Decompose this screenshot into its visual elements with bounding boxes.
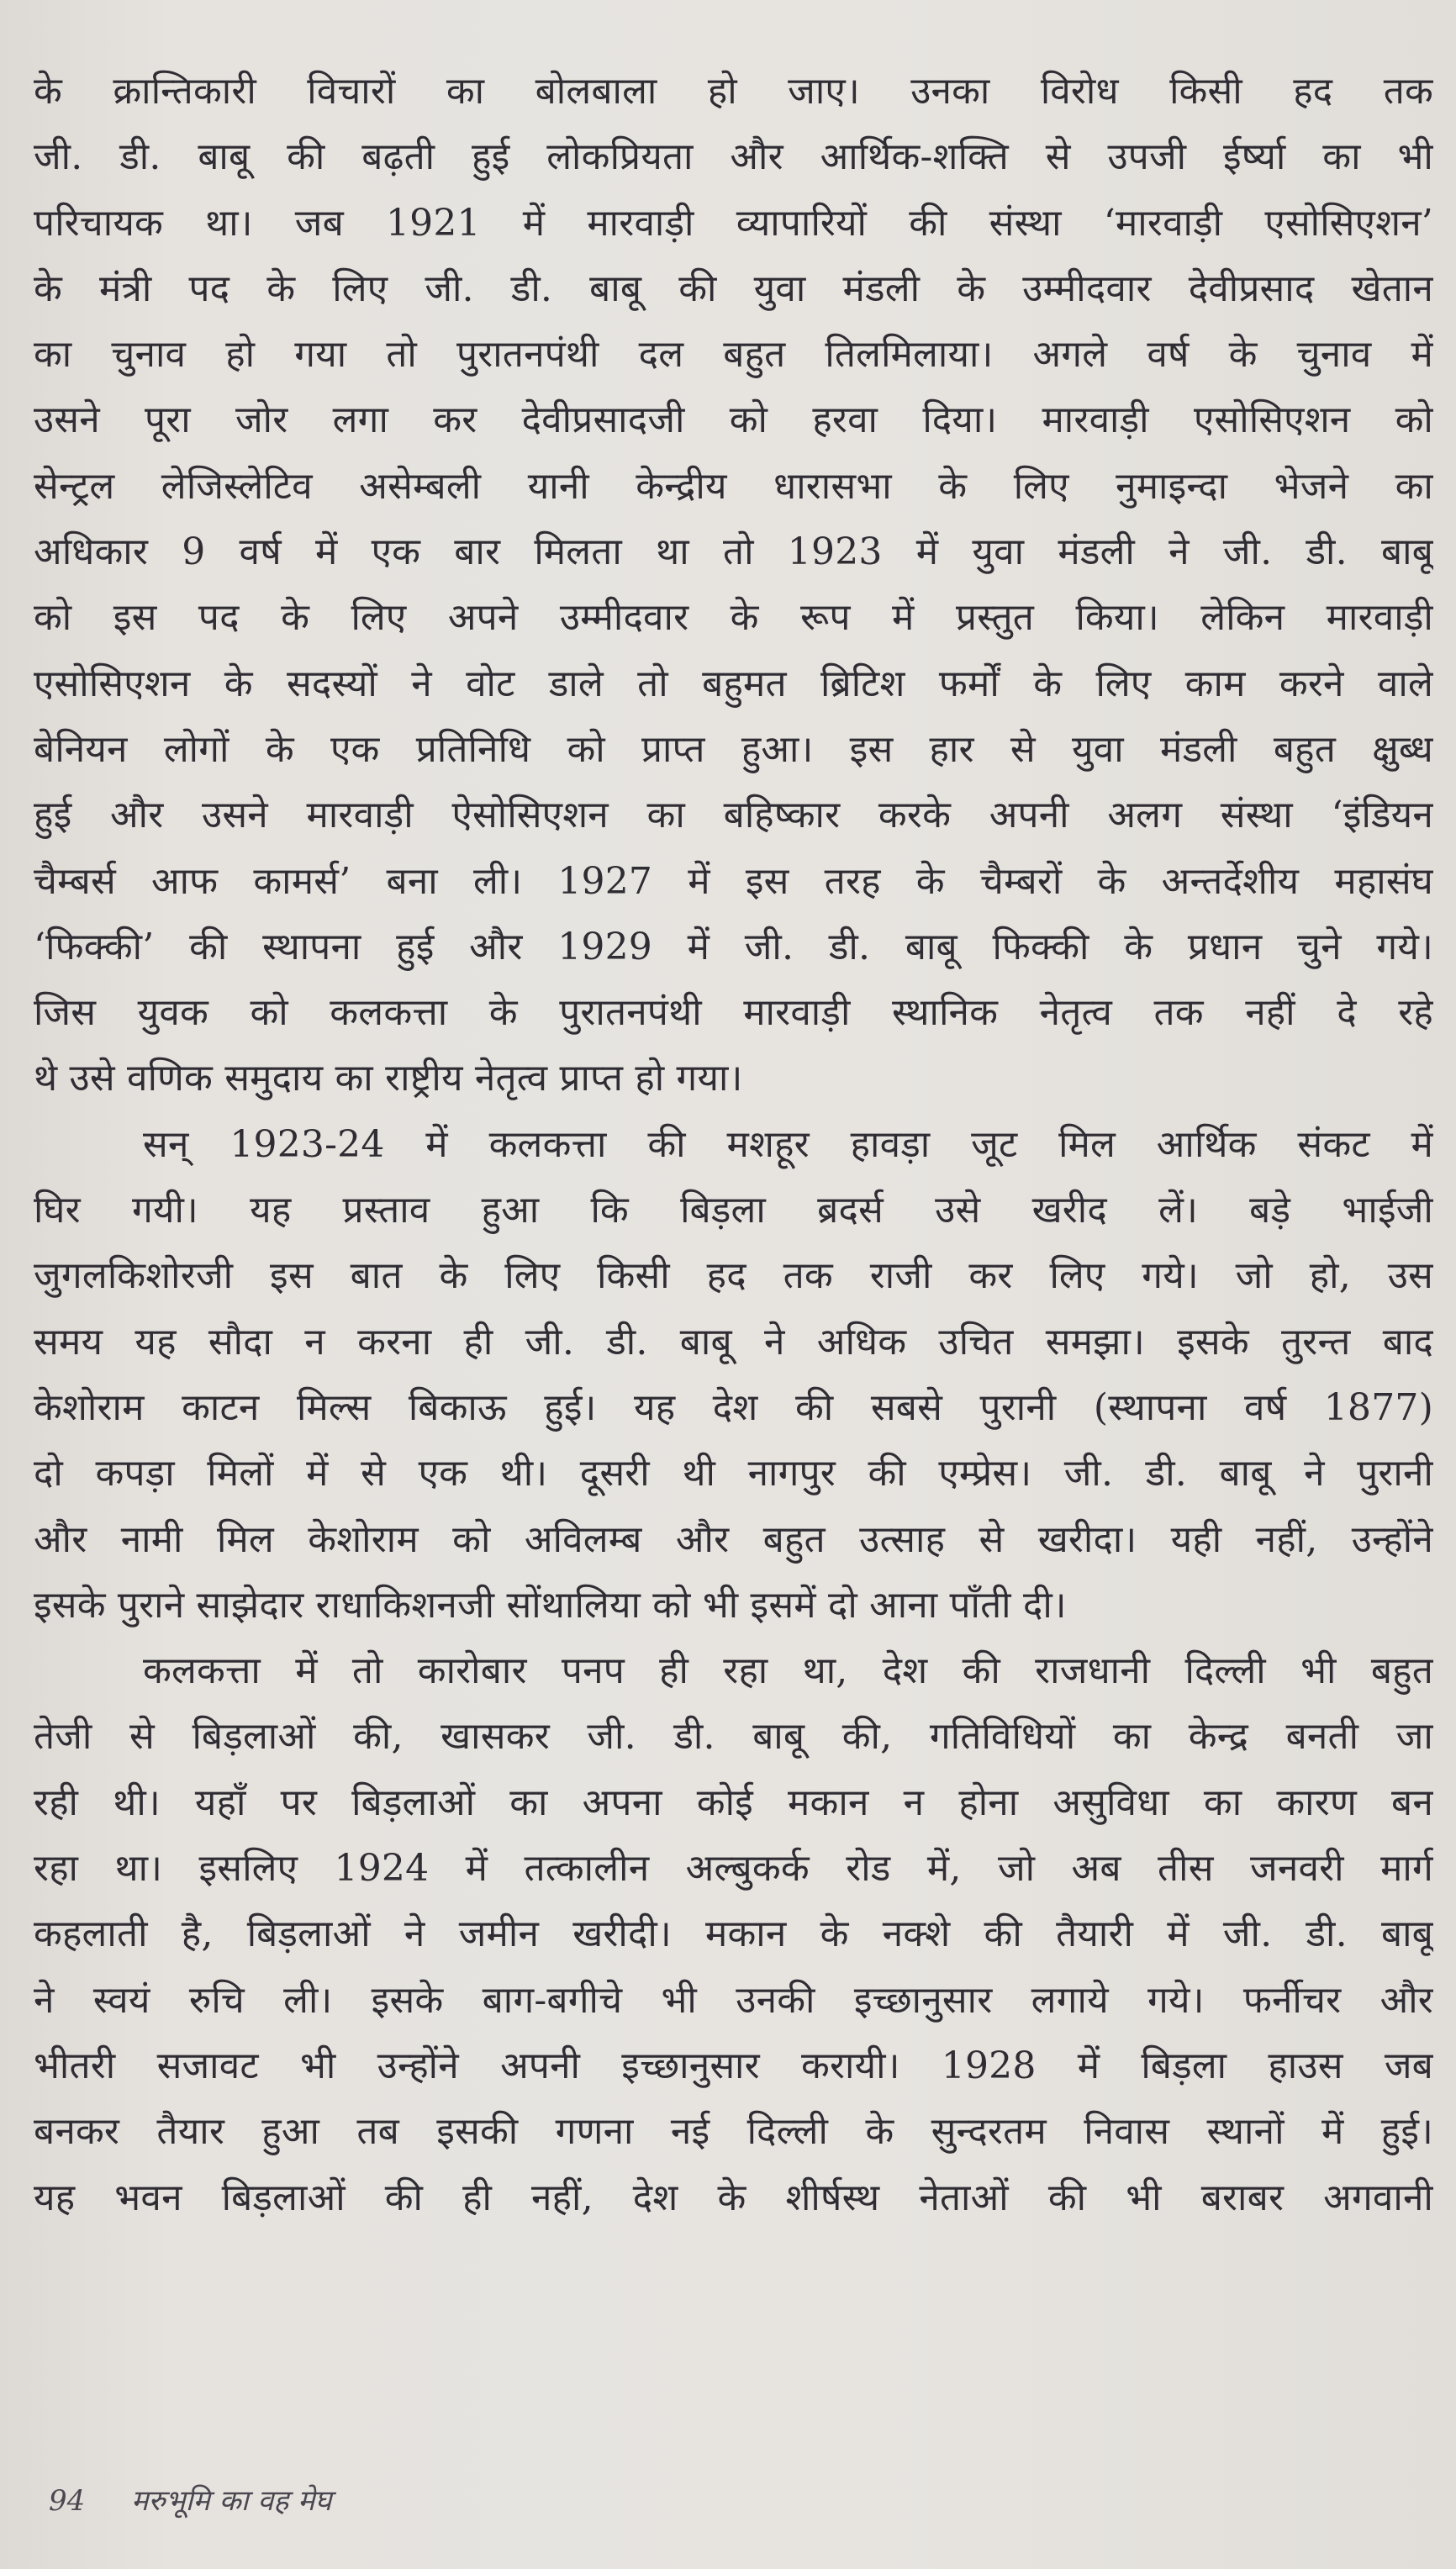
running-title: मरुभूमि का वह मेघ xyxy=(131,2484,332,2518)
text-line: कहलाती है, बिड़लाओं ने जमीन खरीदी। मकान के नक्शे की तैयारी में जी. डी. बाबू xyxy=(34,1912,1433,1956)
text-line: जिस युवक को कलकत्ता के पुरातनपंथी मारवाड़ी स्थानिक नेतृत्व तक नहीं दे रहे xyxy=(34,991,1433,1035)
text-line: केशोराम काटन मिल्स बिकाऊ हुई। यह देश की सबसे पुरानी (स्थापना वर्ष 1877) xyxy=(34,1385,1433,1429)
text-line: को इस पद के लिए अपने उम्मीदवार के रूप में प्रस्तुत किया। लेकिन मारवाड़ी xyxy=(34,596,1433,640)
text-line: उसने पूरा जोर लगा कर देवीप्रसादजी को हरवा दिया। मारवाड़ी एसोसिएशन को xyxy=(34,398,1433,442)
text-line: का चुनाव हो गया तो पुरातनपंथी दल बहुत तिलमिलाया। अगले वर्ष के चुनाव में xyxy=(34,333,1433,377)
text-line: जी. डी. बाबू की बढ़ती हुई लोकप्रियता और आर्थिक-शक्ति से उपजी ईर्ष्या का भी xyxy=(34,135,1433,179)
paragraph-start-line: सन् 1923-24 में कलकत्ता की मशहूर हावड़ा जूट मिल आर्थिक संकट में xyxy=(143,1122,1433,1166)
text-line: ‘फिक्की’ की स्थापना हुई और 1929 में जी. डी. बाबू फिक्की के प्रधान चुने गये। xyxy=(34,925,1433,968)
text-line: ने स्वयं रुचि ली। इसके बाग-बगीचे भी उनकी इच्छानुसार लगाये गये। फर्नीचर और xyxy=(34,1978,1433,2022)
text-line: भीतरी सजावट भी उन्होंने अपनी इच्छानुसार करायी। 1928 में बिड़ला हाउस जब xyxy=(34,2044,1433,2087)
page-footer xyxy=(49,2480,332,2519)
text-line: एसोसिएशन के सदस्यों ने वोट डाले तो बहुमत ब्रिटिश फर्मों के लिए काम करने वाले xyxy=(34,662,1433,705)
text-line: चैम्बर्स आफ कामर्स’ बना ली। 1927 में इस तरह के चैम्बरों के अन्तर्देशीय महासंघ xyxy=(34,859,1433,903)
text-line: और नामी मिल केशोराम को अविलम्ब और बहुत उत्साह से खरीदा। यही नहीं, उन्होंने xyxy=(34,1517,1433,1561)
text-line: समय यह सौदा न करना ही जी. डी. बाबू ने अधिक उचित समझा। इसके तुरन्त बाद xyxy=(34,1320,1433,1364)
text-line: जुगलकिशोरजी इस बात के लिए किसी हद तक राजी कर लिए गये। जो हो, उस xyxy=(34,1254,1433,1298)
text-line: बेनियन लोगों के एक प्रतिनिधि को प्राप्त हुआ। इस हार से युवा मंडली बहुत क्षुब्ध xyxy=(34,727,1433,771)
text-line: के क्रान्तिकारी विचारों का बोलबाला हो जाए। उनका विरोध किसी हद तक xyxy=(34,70,1433,113)
text-line: घिर गयी। यह प्रस्ताव हुआ कि बिड़ला ब्रदर्स उसे खरीद लें। बड़े भाईजी xyxy=(34,1189,1433,1232)
page-body-text xyxy=(34,59,1433,2231)
text-line: दो कपड़ा मिलों में से एक थी। दूसरी थी नागपुर की एम्प्रेस। जी. डी. बाबू ने पुरानी xyxy=(34,1452,1433,1496)
text-line: यह भवन बिड़लाओं की ही नहीं, देश के शीर्षस्थ नेताओं की भी बराबर अगवानी xyxy=(34,2176,1433,2219)
text-line: अधिकार 9 वर्ष में एक बार मिलता था तो 1923 में युवा मंडली ने जी. डी. बाबू xyxy=(34,530,1433,574)
text-line: परिचायक था। जब 1921 में मारवाड़ी व्यापारियों की संस्था ‘मारवाड़ी एसोसिएशन’ xyxy=(34,201,1433,245)
paragraph-end-line: थे उसे वणिक समुदाय का राष्ट्रीय नेतृत्व प्राप्त हो गया। xyxy=(34,1057,743,1100)
text-line: हुई और उसने मारवाड़ी ऐसोसिएशन का बहिष्कार करके अपनी अलग संस्था ‘इंडियन xyxy=(34,794,1433,837)
paragraph-end-line: इसके पुराने साझेदार राधाकिशनजी सोंथालिया को भी इसमें दो आना पाँती दी। xyxy=(34,1583,1067,1627)
text-line: के मंत्री पद के लिए जी. डी. बाबू की युवा मंडली के उम्मीदवार देवीप्रसाद खेतान xyxy=(34,266,1433,310)
page-number: 94 xyxy=(49,2484,86,2518)
text-line: रही थी। यहाँ पर बिड़लाओं का अपना कोई मकान न होना असुविधा का कारण बन xyxy=(34,1780,1433,1824)
paragraph-start-line: कलकत्ता में तो कारोबार पनप ही रहा था, देश की राजधानी दिल्ली भी बहुत xyxy=(143,1649,1433,1693)
text-line: बनकर तैयार हुआ तब इसकी गणना नई दिल्ली के सुन्दरतम निवास स्थानों में हुई। xyxy=(34,2110,1433,2154)
text-line: तेजी से बिड़लाओं की, खासकर जी. डी. बाबू की, गतिविधियों का केन्द्र बनती जा xyxy=(34,1715,1433,1759)
text-line: रहा था। इसलिए 1924 में तत्कालीन अल्बुकर्क रोड में, जो अब तीस जनवरी मार्ग xyxy=(34,1847,1433,1891)
text-line: सेन्ट्रल लेजिस्लेटिव असेम्बली यानी केन्द्रीय धारासभा के लिए नुमाइन्दा भेजने का xyxy=(34,464,1433,508)
